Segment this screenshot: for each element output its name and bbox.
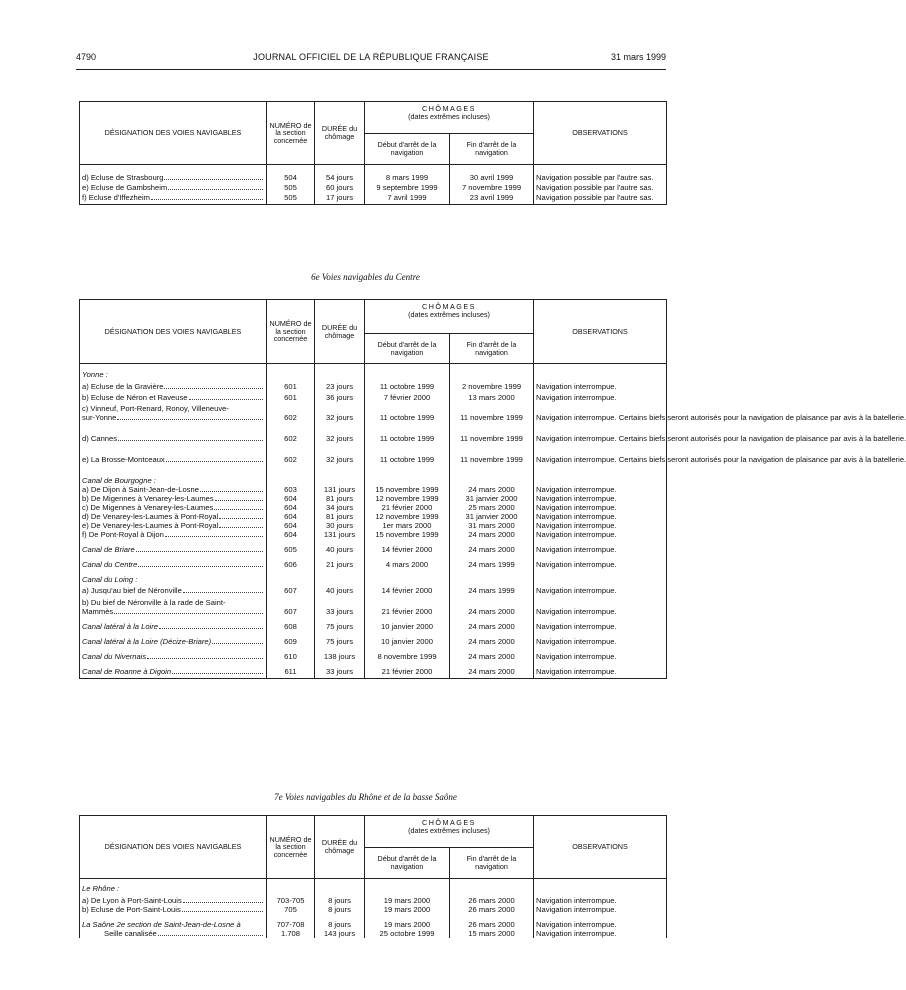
cell-debut: 14 février 2000 <box>365 584 450 595</box>
leader-dots <box>164 179 263 180</box>
cell-fin: 24 mars 2000 <box>450 646 534 661</box>
cell-duree: 8 jours <box>315 893 365 905</box>
cell-debut: 21 février 2000 <box>365 503 450 512</box>
voie-name: b) Ecluse de Port-Saint-Louis <box>80 905 267 914</box>
cell-debut: 4 mars 2000 <box>365 554 450 569</box>
cell-numero: 607 <box>267 584 315 595</box>
cell-numero: 605 <box>267 539 315 554</box>
cell-fin: 26 mars 2000 <box>450 905 534 914</box>
table-row <box>80 391 667 402</box>
page-number: 4790 <box>76 52 97 62</box>
voie-name: Canal du Centre <box>80 554 267 569</box>
cell-fin: 26 mars 2000 15 mars 2000 <box>450 914 534 938</box>
voie-name: a) Ecluse de la Gravière <box>80 379 267 391</box>
cell-observations: Navigation interrompue. <box>534 530 667 539</box>
table-row <box>80 584 667 595</box>
col-duree: DURÉE du chômage <box>315 102 365 165</box>
cell-debut: 14 février 2000 <box>365 539 450 554</box>
voie-name: Canal latéral à la Loire <box>80 616 267 631</box>
cell-observations: Navigation interrompue. Certains biefs seront autorisés pour la navigation de plaisance par avis à la batellerie. <box>534 402 667 422</box>
cell-observations: Navigation interrompue. <box>534 661 667 676</box>
voie-name: b) Du bief de Néronville à la rade de Saint- Mammès <box>80 595 267 616</box>
table-row <box>80 422 667 443</box>
col-designation: DÉSIGNATION DES VOIES NAVIGABLES <box>80 102 267 165</box>
cell-debut: 12 novembre 1999 <box>365 512 450 521</box>
leader-dots <box>183 592 263 593</box>
table-row <box>80 512 667 521</box>
cell-numero: 601 <box>267 391 315 402</box>
leader-dots <box>165 536 263 537</box>
cell-debut: 9 septembre 1999 <box>365 182 450 192</box>
cell-observations: Navigation interrompue. <box>534 503 667 512</box>
cell-numero: 505 <box>267 192 315 202</box>
header-rule <box>76 69 666 70</box>
cell-duree: 75 jours <box>315 631 365 646</box>
cell-debut: 12 novembre 1999 <box>365 494 450 503</box>
cell-numero: 611 <box>267 661 315 676</box>
cell-debut: 15 novembre 1999 <box>365 530 450 539</box>
cell-debut: 7 février 2000 <box>365 391 450 402</box>
cell-numero: 607 <box>267 595 315 616</box>
leader-dots <box>159 628 263 629</box>
cell-observations: Navigation possible par l'autre sas. <box>534 182 667 192</box>
voie-name: d) Cannes <box>80 422 267 443</box>
cell-observations: Navigation interrompue. Certains biefs seront autorisés pour la navigation de plaisance par avis à la batellerie. <box>534 422 667 443</box>
cell-duree: 32 jours <box>315 402 365 422</box>
voie-name: e) De Venarey-les-Laumes à Pont-Royal <box>80 521 267 530</box>
voie-name: Canal du Nivernais <box>80 646 267 661</box>
leader-dots <box>219 527 263 528</box>
section-caption-rhone: 7e Voies navigables du Rhône et de la basse Saône <box>274 792 457 802</box>
cell-duree: 8 jours 143 jours <box>315 914 365 938</box>
leader-dots <box>189 399 263 400</box>
col-chomages: CHÔMAGES (dates extrêmes incluses) <box>365 102 534 134</box>
cell-fin: 31 janvier 2000 <box>450 494 534 503</box>
cell-fin: 24 mars 1999 <box>450 584 534 595</box>
cell-fin: 24 mars 2000 <box>450 595 534 616</box>
cell-debut: 11 octobre 1999 <box>365 402 450 422</box>
voie-name: Canal latéral à la Loire (Décize-Briare) <box>80 631 267 646</box>
cell-duree: 138 jours <box>315 646 365 661</box>
group-label: Yonne : <box>80 370 267 379</box>
cell-debut: 19 mars 2000 25 octobre 1999 <box>365 914 450 938</box>
col-debut: Début d'arrêt de la navigation <box>365 848 450 879</box>
col-debut: Début d'arrêt de la navigation <box>365 134 450 165</box>
leader-dots <box>212 643 263 644</box>
voie-name: b) Ecluse de Néron et Raveuse <box>80 391 267 402</box>
leader-dots <box>166 461 263 462</box>
cell-duree: 81 jours <box>315 494 365 503</box>
table-row <box>80 503 667 512</box>
cell-numero: 705 <box>267 905 315 914</box>
cell-debut: 11 octobre 1999 <box>365 422 450 443</box>
cell-debut: 19 mars 2000 <box>365 905 450 914</box>
cell-duree: 40 jours <box>315 539 365 554</box>
leader-dots <box>147 658 263 659</box>
table-row <box>80 661 667 676</box>
col-observations: OBSERVATIONS <box>534 300 667 364</box>
cell-numero: 707-708 1.708 <box>267 914 315 938</box>
cell-fin: 23 avril 1999 <box>450 192 534 202</box>
table-row <box>80 595 667 616</box>
col-fin: Fin d'arrêt de la navigation <box>450 134 534 165</box>
cell-numero: 604 <box>267 521 315 530</box>
col-designation: DÉSIGNATION DES VOIES NAVIGABLES <box>80 816 267 879</box>
voie-name: Canal de Briare <box>80 539 267 554</box>
page-header <box>76 52 666 66</box>
cell-debut: 19 mars 2000 <box>365 893 450 905</box>
cell-observations: Navigation interrompue. <box>534 485 667 494</box>
table-row <box>80 631 667 646</box>
leader-dots <box>219 518 263 519</box>
issue-date: 31 mars 1999 <box>610 52 666 62</box>
group-label: Le Rhône : <box>80 884 267 893</box>
cell-debut: 21 février 2000 <box>365 661 450 676</box>
voie-name-line1: c) Vinneuf, Port-Renard, Ronoy, Villeneuve- <box>82 403 229 413</box>
cell-duree: 23 jours <box>315 379 365 391</box>
table-row <box>80 173 667 182</box>
cell-observations: Navigation interrompue. <box>534 391 667 402</box>
col-numero: NUMÉRO de la section concernée <box>267 300 315 364</box>
cell-numero: 604 <box>267 512 315 521</box>
cell-fin: 11 novembre 1999 <box>450 443 534 464</box>
cell-observations: Navigation possible par l'autre sas. <box>534 173 667 182</box>
leader-dots <box>158 935 263 936</box>
cell-numero: 504 <box>267 173 315 182</box>
table-row <box>80 485 667 494</box>
cell-debut: 15 novembre 1999 <box>365 485 450 494</box>
voie-name: a) De Lyon à Port-Saint-Louis <box>80 893 267 905</box>
leader-dots <box>164 388 263 389</box>
voie-name: f) De Pont-Royal à Dijon <box>80 530 267 539</box>
table-row <box>80 494 667 503</box>
table-row <box>80 616 667 631</box>
cell-observations: Navigation interrompue. Certains biefs seront autorisés pour la navigation de plaisance par avis à la batellerie. <box>534 443 667 464</box>
col-designation: DÉSIGNATION DES VOIES NAVIGABLES <box>80 300 267 364</box>
cell-observations: Navigation interrompue. <box>534 893 667 905</box>
cell-numero: 610 <box>267 646 315 661</box>
cell-fin: 24 mars 1999 <box>450 554 534 569</box>
group-row <box>80 464 667 485</box>
cell-fin: 25 mars 2000 <box>450 503 534 512</box>
cell-numero: 602 <box>267 402 315 422</box>
voie-name-line1: b) Du bief de Néronville à la rade de Saint- <box>82 597 226 607</box>
cell-fin: 24 mars 2000 <box>450 485 534 494</box>
table-row <box>80 539 667 554</box>
cell-numero: 604 <box>267 503 315 512</box>
cell-duree: 81 jours <box>315 512 365 521</box>
leader-dots <box>117 419 263 420</box>
table-alsace <box>79 101 667 205</box>
col-chomages: CHÔMAGES (dates extrêmes incluses) <box>365 300 534 334</box>
group-row <box>80 884 667 893</box>
cell-fin: 26 mars 2000 <box>450 893 534 905</box>
leader-dots <box>168 189 263 190</box>
table-row <box>80 402 667 422</box>
table-row <box>80 192 667 202</box>
cell-debut: 7 avril 1999 <box>365 192 450 202</box>
cell-debut: 10 janvier 2000 <box>365 631 450 646</box>
voie-name: d) Ecluse de Strasbourg <box>80 173 267 182</box>
table-row <box>80 893 667 905</box>
col-chomages: CHÔMAGES (dates extrêmes incluses) <box>365 816 534 848</box>
table-row <box>80 646 667 661</box>
table-row <box>80 379 667 391</box>
cell-numero: 602 <box>267 443 315 464</box>
cell-debut: 11 octobre 1999 <box>365 443 450 464</box>
leader-dots <box>215 500 263 501</box>
cell-fin: 24 mars 2000 <box>450 661 534 676</box>
table-centre <box>79 299 906 679</box>
voie-name: f) Ecluse d'Iffezheim <box>80 192 267 202</box>
cell-duree: 33 jours <box>315 595 365 616</box>
voie-name: La Saône 2e section de Saint-Jean-de-Losne à Seille canalisée <box>80 914 267 938</box>
journal-title: JOURNAL OFFICIEL DE LA RÉPUBLIQUE FRANÇAISE <box>253 52 489 62</box>
cell-observations: Navigation interrompue. <box>534 554 667 569</box>
cell-observations: Navigation interrompue. <box>534 905 667 914</box>
cell-observations: Navigation interrompue. <box>534 646 667 661</box>
col-duree: DURÉE du chômage <box>315 300 365 364</box>
cell-observations: Navigation interrompue. <box>534 595 667 616</box>
table-row <box>80 905 667 914</box>
col-debut: Début d'arrêt de la navigation <box>365 334 450 364</box>
cell-fin: 24 mars 2000 <box>450 616 534 631</box>
cell-duree: 54 jours <box>315 173 365 182</box>
cell-duree: 75 jours <box>315 616 365 631</box>
table-row <box>80 182 667 192</box>
cell-debut: 10 janvier 2000 <box>365 616 450 631</box>
cell-observations: Navigation interrompue. <box>534 631 667 646</box>
cell-duree: 32 jours <box>315 422 365 443</box>
cell-debut: 8 mars 1999 <box>365 173 450 182</box>
cell-fin: 13 mars 2000 <box>450 391 534 402</box>
cell-observations: Navigation possible par l'autre sas. <box>534 192 667 202</box>
col-fin: Fin d'arrêt de la navigation <box>450 848 534 879</box>
cell-fin: 30 avril 1999 <box>450 173 534 182</box>
voie-name: e) Ecluse de Gambsheim <box>80 182 267 192</box>
table-row <box>80 443 667 464</box>
cell-numero: 602 <box>267 422 315 443</box>
cell-fin: 24 mars 2000 <box>450 631 534 646</box>
col-fin: Fin d'arrêt de la navigation <box>450 334 534 364</box>
cell-debut: 11 octobre 1999 <box>365 379 450 391</box>
cell-duree: 36 jours <box>315 391 365 402</box>
cell-fin: 11 novembre 1999 <box>450 402 534 422</box>
leader-dots <box>136 551 263 552</box>
table-row <box>80 554 667 569</box>
voie-name: b) De Migennes à Venarey-les-Laumes <box>80 494 267 503</box>
cell-numero: 601 <box>267 379 315 391</box>
cell-fin: 31 janvier 2000 <box>450 512 534 521</box>
col-duree: DURÉE du chômage <box>315 816 365 879</box>
section-caption-centre: 6e Voies navigables du Centre <box>311 272 420 282</box>
leader-dots <box>200 491 263 492</box>
col-observations: OBSERVATIONS <box>534 816 667 879</box>
group-row <box>80 569 667 584</box>
cell-fin: 24 mars 2000 <box>450 539 534 554</box>
cell-duree: 8 jours <box>315 905 365 914</box>
col-numero: NUMÉRO de la section concernée <box>267 102 315 165</box>
cell-fin: 31 mars 2000 <box>450 521 534 530</box>
cell-fin: 11 novembre 1999 <box>450 422 534 443</box>
voie-name: Canal de Roanne à Digoin <box>80 661 267 676</box>
leader-dots <box>114 613 263 614</box>
cell-numero: 609 <box>267 631 315 646</box>
cell-fin: 7 novembre 1999 <box>450 182 534 192</box>
leader-dots <box>182 911 263 912</box>
cell-observations: Navigation interrompue. <box>534 521 667 530</box>
table-row <box>80 530 667 539</box>
cell-duree: 131 jours <box>315 530 365 539</box>
leader-dots <box>138 566 263 567</box>
voie-name: c) De Migennes à Venarey-les-Laumes <box>80 503 267 512</box>
cell-numero: 608 <box>267 616 315 631</box>
voie-name: e) La Brosse-Montceaux <box>80 443 267 464</box>
cell-observations: Navigation interrompue. <box>534 512 667 521</box>
cell-duree: 32 jours <box>315 443 365 464</box>
voie-name: a) De Dijon à Saint-Jean-de-Losne <box>80 485 267 494</box>
cell-observations: Navigation interrompue. Navigation interrompue. <box>534 914 667 938</box>
cell-duree: 131 jours <box>315 485 365 494</box>
voie-name: a) Jusqu'au bief de Néronville <box>80 584 267 595</box>
leader-dots <box>172 673 263 674</box>
col-numero: NUMÉRO de la section concernée <box>267 816 315 879</box>
cell-debut: 1er mars 2000 <box>365 521 450 530</box>
group-label: Canal du Loing : <box>80 569 267 584</box>
group-label: Canal de Bourgogne : <box>80 464 267 485</box>
cell-debut: 8 novembre 1999 <box>365 646 450 661</box>
cell-duree: 21 jours <box>315 554 365 569</box>
cell-numero: 703-705 <box>267 893 315 905</box>
voie-name: c) Vinneuf, Port-Renard, Ronoy, Villeneuve- sur-Yonne <box>80 402 267 422</box>
leader-dots <box>183 902 263 903</box>
cell-duree: 30 jours <box>315 521 365 530</box>
leader-dots <box>118 440 263 441</box>
leader-dots <box>151 199 263 200</box>
table-row <box>80 521 667 530</box>
cell-observations: Navigation interrompue. <box>534 616 667 631</box>
table-rhone <box>79 815 667 938</box>
cell-duree: 40 jours <box>315 584 365 595</box>
cell-observations: Navigation interrompue. <box>534 539 667 554</box>
cell-numero: 603 <box>267 485 315 494</box>
voie-name: d) De Venarey-les-Laumes à Pont-Royal <box>80 512 267 521</box>
cell-duree: 17 jours <box>315 192 365 202</box>
cell-fin: 2 novembre 1999 <box>450 379 534 391</box>
cell-duree: 33 jours <box>315 661 365 676</box>
cell-numero: 606 <box>267 554 315 569</box>
col-observations: OBSERVATIONS <box>534 102 667 165</box>
cell-debut: 21 février 2000 <box>365 595 450 616</box>
table-row <box>80 914 667 938</box>
leader-dots <box>214 509 263 510</box>
cell-observations: Navigation interrompue. <box>534 584 667 595</box>
group-row <box>80 370 667 379</box>
cell-duree: 60 jours <box>315 182 365 192</box>
cell-numero: 505 <box>267 182 315 192</box>
cell-fin: 24 mars 2000 <box>450 530 534 539</box>
cell-observations: Navigation interrompue. <box>534 494 667 503</box>
cell-numero: 604 <box>267 530 315 539</box>
cell-numero: 604 <box>267 494 315 503</box>
cell-observations: Navigation interrompue. <box>534 379 667 391</box>
cell-duree: 34 jours <box>315 503 365 512</box>
